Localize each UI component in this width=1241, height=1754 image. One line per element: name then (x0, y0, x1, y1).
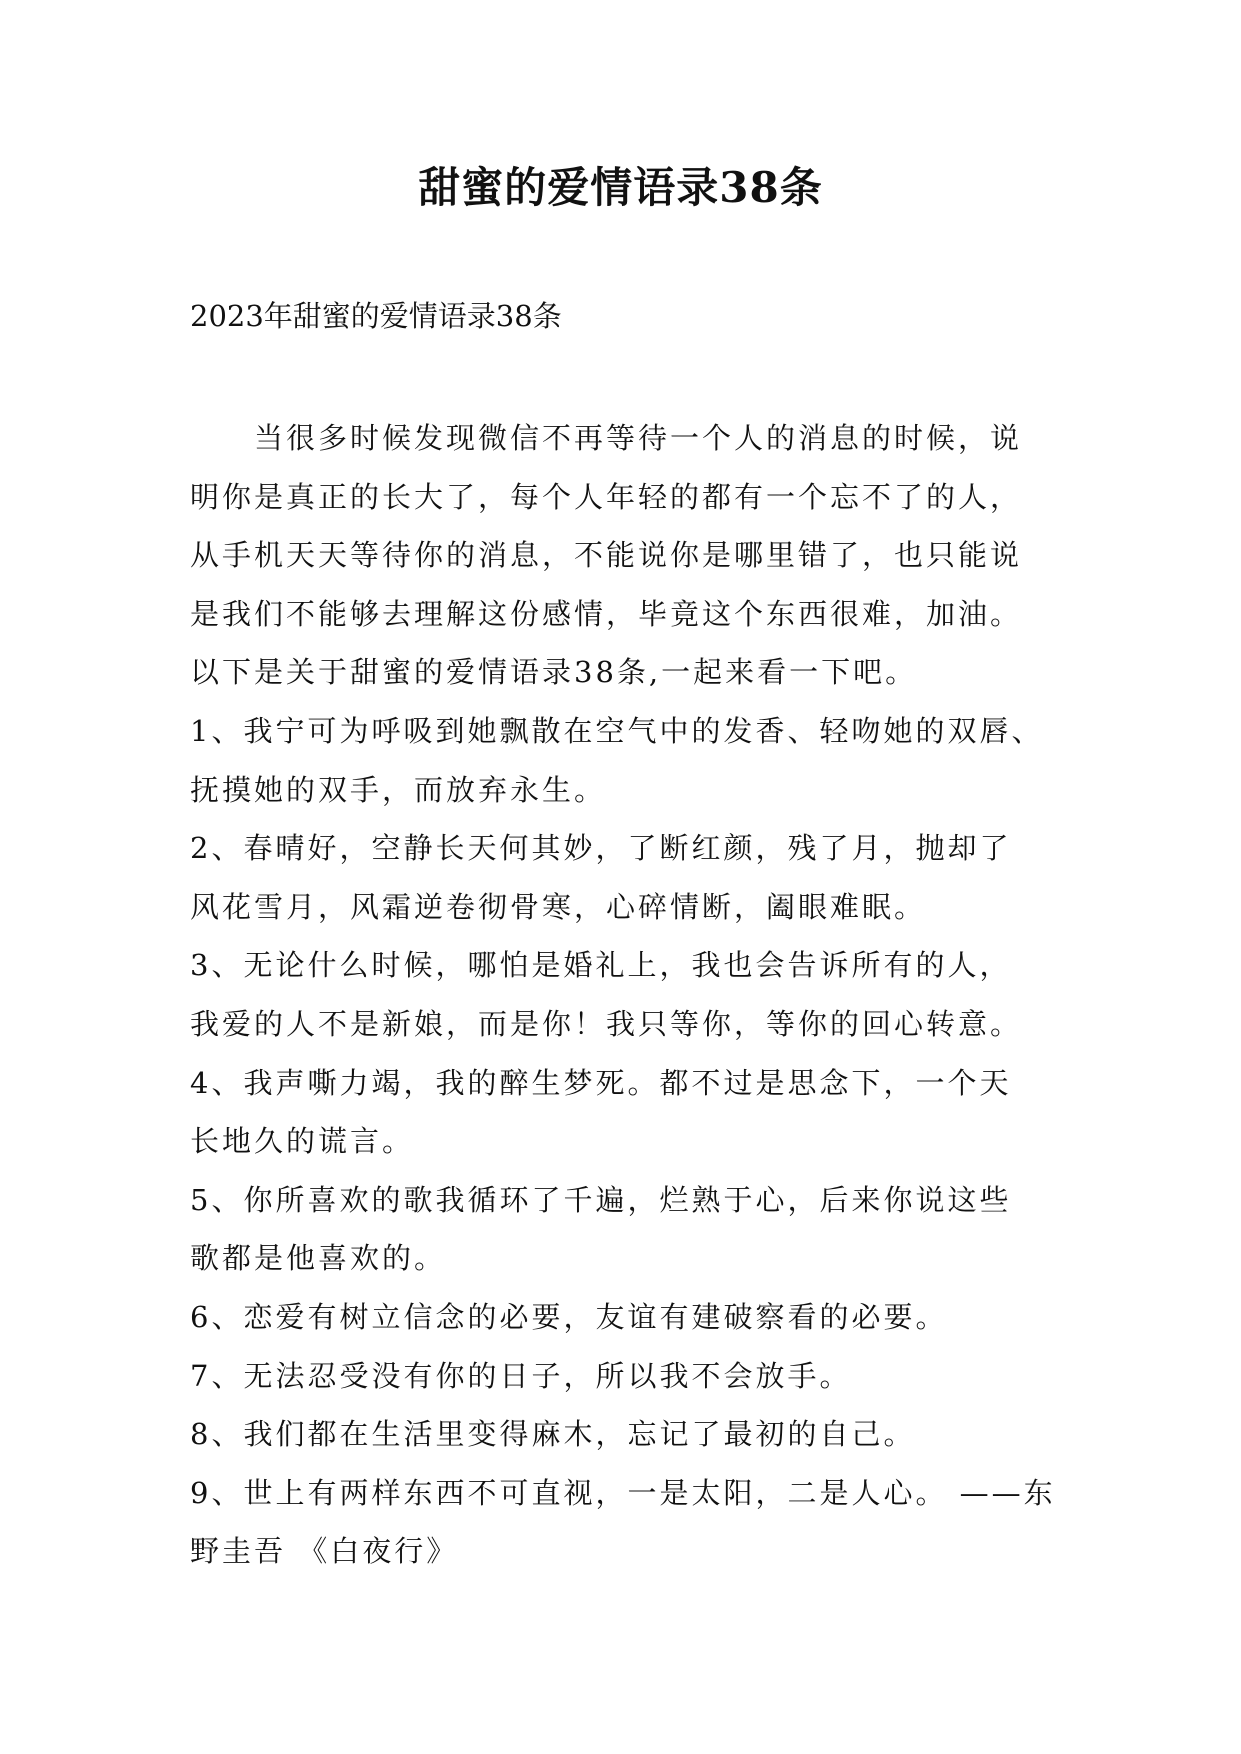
quote-line: 1、我宁可为呼吸到她飘散在空气中的发香、轻吻她的双唇、 (190, 713, 1044, 748)
quote-line: 7、无法忍受没有你的日子，所以我不会放手。 (190, 1358, 852, 1393)
quote-line: 抚摸她的双手，而放弃永生。 (190, 772, 607, 807)
quote-line: 8、我们都在生活里变得麻木，忘记了最初的自己。 (190, 1417, 916, 1452)
quote-line: 3、无论什么时候，哪怕是婚礼上，我也会告诉所有的人， (190, 948, 1012, 983)
quote-line: 长地久的谎言。 (190, 1124, 415, 1159)
quote-line: 野圭吾 《白夜行》 (190, 1534, 459, 1569)
paragraph-line: 从手机天天等待你的消息，不能说你是哪里错了，也只能说 (190, 538, 1023, 573)
quote-line: 6、恋爱有树立信念的必要，友谊有建破察看的必要。 (190, 1299, 948, 1334)
paragraph-line: 明你是真正的长大了，每个人年轻的都有一个忘不了的人， (190, 479, 1023, 514)
quote-line: 9、世上有两样东西不可直视，一是太阳，二是人心。 ——东 (190, 1475, 1056, 1510)
quote-line: 风花雪月，风霜逆卷彻骨寒，心碎情断，阖眼难眠。 (190, 889, 927, 924)
quote-line: 5、你所喜欢的歌我循环了千遍，烂熟于心，后来你说这些 (190, 1182, 1012, 1217)
paragraph-line: 是我们不能够去理解这份感情，毕竟这个东西很难，加油。 (190, 596, 1023, 631)
document-title: 甜蜜的爱情语录38条 (418, 163, 823, 212)
paragraph-line: 以下是关于甜蜜的爱情语录38条,一起来看一下吧。 (190, 655, 918, 690)
quote-line: 4、我声嘶力竭，我的醉生梦死。都不过是思念下，一个天 (190, 1065, 1012, 1100)
quote-line: 2、春晴好，空静长天何其妙，了断红颜，残了月，抛却了 (190, 831, 1012, 866)
document-body (190, 409, 1070, 1581)
quote-line: 歌都是他喜欢的。 (190, 1241, 447, 1276)
paragraph-line: 当很多时候发现微信不再等待一个人的消息的时候，说 (254, 421, 1023, 455)
document-subtitle: 2023年甜蜜的爱情语录38条 (190, 299, 562, 333)
quote-line: 我爱的人不是新娘，而是你！我只等你，等你的回心转意。 (190, 1006, 1023, 1041)
